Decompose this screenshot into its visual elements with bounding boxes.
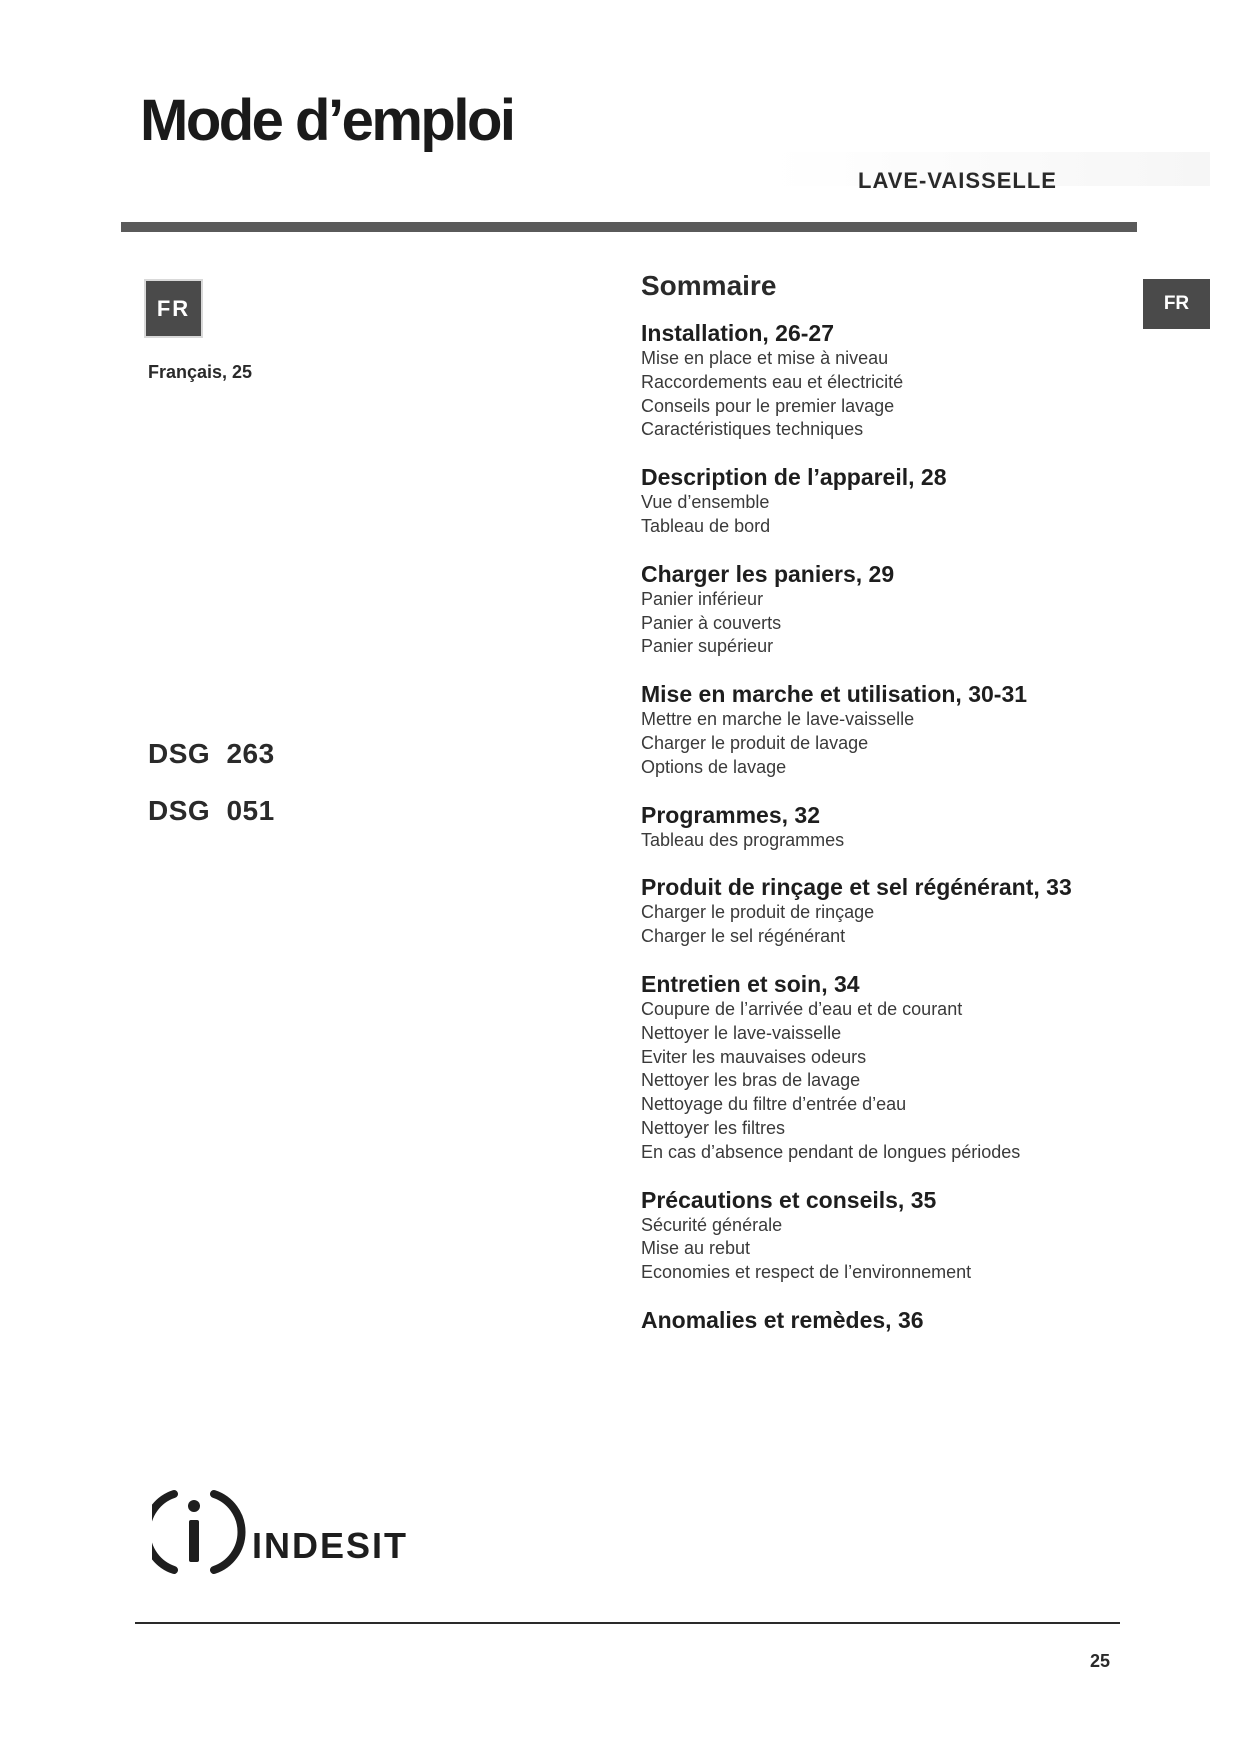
toc-item-list	[641, 829, 1201, 853]
toc-section	[641, 802, 1201, 853]
toc-item: Panier supérieur	[641, 636, 774, 657]
toc-item: Coupure de l’arrivée d’eau et de courant	[641, 998, 963, 1019]
logo-dot	[188, 1500, 200, 1512]
toc-item: Raccordements eau et électricité	[641, 371, 904, 392]
toc-item-list	[641, 347, 1201, 442]
toc-section-title: Entretien et soin, 34	[641, 970, 860, 997]
toc-section	[641, 561, 1201, 659]
toc-section-title: Produit de rinçage et sel régénérant, 33	[641, 874, 1072, 901]
toc-section-title: Charger les paniers, 29	[641, 560, 895, 587]
toc-section-title: Mise en marche et utilisation, 30-31	[641, 681, 1028, 708]
toc-item: Sécurité générale	[641, 1214, 783, 1235]
toc-item: Eviter les mauvaises odeurs	[641, 1046, 867, 1067]
page-number: 25	[1090, 1651, 1111, 1671]
toc-item-list	[641, 588, 1201, 659]
toc-heading: Sommaire	[641, 270, 777, 301]
toc-item: Nettoyer les bras de lavage	[641, 1070, 861, 1091]
toc-item: Economies et respect de l’environnement	[641, 1262, 972, 1283]
language-side-tab: FR	[1143, 279, 1210, 329]
toc-item-list	[641, 491, 1201, 539]
toc-section-title: Installation, 26-27	[641, 320, 835, 346]
language-page-ref: Français, 25	[148, 362, 253, 382]
document-title: Mode d’emploi	[140, 88, 514, 153]
toc-section	[641, 1307, 1201, 1334]
indesit-logo	[152, 1484, 492, 1580]
logo-stem	[189, 1520, 199, 1562]
toc-item-list	[641, 708, 1201, 779]
model-number: DSG 263	[148, 738, 275, 769]
toc-item: Nettoyer le lave-vaisselle	[641, 1022, 842, 1043]
toc-item-list	[641, 901, 1201, 949]
toc-item: Charger le produit de lavage	[641, 732, 869, 753]
toc-item: Nettoyer les filtres	[641, 1117, 786, 1138]
language-badge: FR	[146, 281, 201, 336]
toc-item: Tableau de bord	[641, 515, 771, 536]
toc-section-title: Programmes, 32	[641, 801, 820, 828]
toc-section	[641, 681, 1201, 779]
toc-item: Vue d’ensemble	[641, 492, 770, 513]
logo-right-paren	[214, 1494, 242, 1570]
toc-item: Charger le produit de rinçage	[641, 902, 875, 923]
toc-item: Panier inférieur	[641, 588, 764, 609]
logo-wordmark: indesit	[252, 1512, 409, 1570]
toc-section	[641, 320, 1201, 442]
toc-sections	[641, 320, 1201, 1334]
product-category: LAVE-VAISSELLE	[858, 168, 1057, 193]
toc-item: Charger le sel régénérant	[641, 926, 846, 947]
toc-section-title: Précautions et conseils, 35	[641, 1186, 937, 1213]
toc-item: Mise au rebut	[641, 1238, 751, 1259]
toc-item: Caractéristiques techniques	[641, 419, 864, 440]
toc-section	[641, 874, 1201, 949]
toc-item: Options de lavage	[641, 756, 787, 777]
footer-rule	[135, 1622, 1120, 1624]
toc-item: Mettre en marche le lave-vaisselle	[641, 709, 915, 730]
toc-item: Panier à couverts	[641, 612, 782, 633]
toc-item: Nettoyage du filtre d’entrée d’eau	[641, 1094, 907, 1115]
toc-section	[641, 1187, 1201, 1285]
toc-item-list	[641, 1214, 1201, 1285]
model-number: DSG 051	[148, 795, 275, 826]
toc-section	[641, 971, 1201, 1165]
table-of-contents	[641, 270, 1201, 1356]
toc-item: En cas d’absence pendant de longues périodes	[641, 1141, 1021, 1162]
toc-section-title: Description de l’appareil, 28	[641, 464, 947, 491]
toc-item: Conseils pour le premier lavage	[641, 395, 895, 416]
header-rule	[121, 222, 1137, 232]
toc-item-list	[641, 998, 1201, 1165]
toc-item: Tableau des programmes	[641, 829, 845, 850]
toc-item: Mise en place et mise à niveau	[641, 348, 889, 368]
toc-section	[641, 464, 1201, 539]
logo-left-paren	[152, 1494, 174, 1570]
toc-section-title: Anomalies et remèdes, 36	[641, 1306, 924, 1333]
